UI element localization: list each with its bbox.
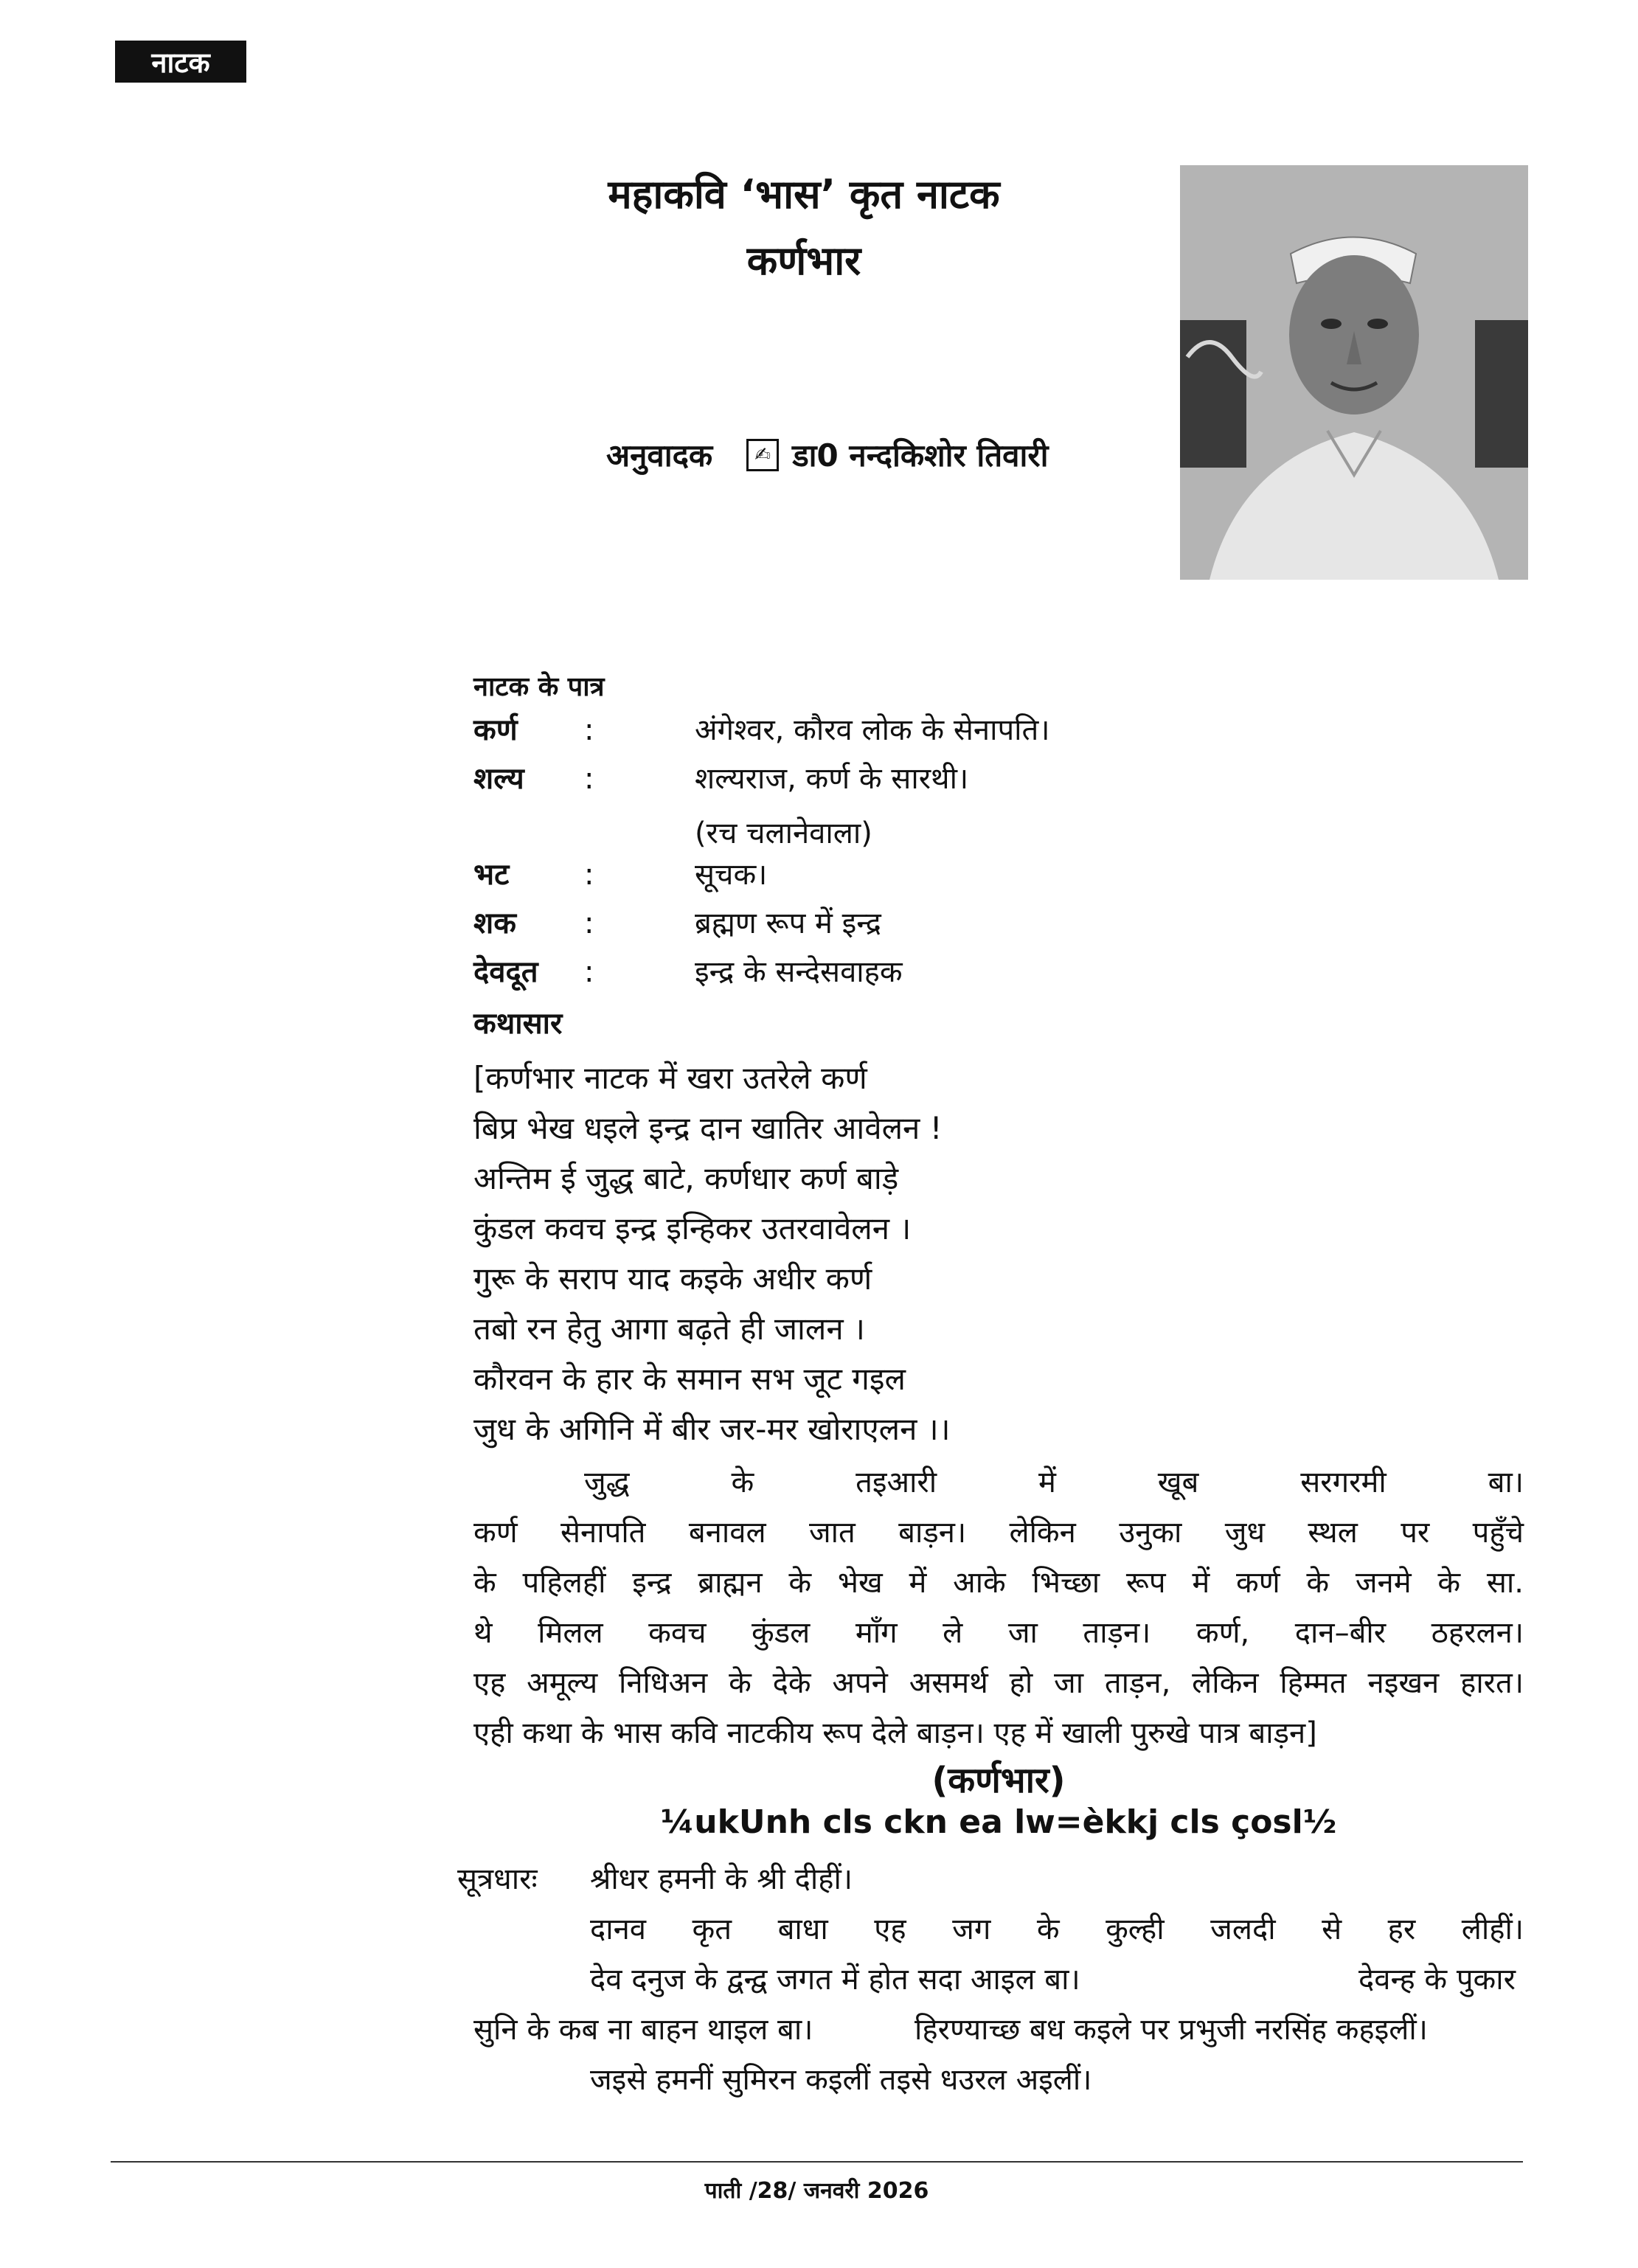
- section-tag: नाटक: [115, 41, 246, 83]
- cast-heading: नाटक के पात्र: [473, 672, 605, 702]
- script-line: जइसे हमनीं सुमिरन कइलीं तइसे धउरल अइलीं।: [590, 2063, 1092, 2097]
- poem-line: जुध के अगिनि में बीर जर-मर खोराएलन ।।: [473, 1411, 951, 1447]
- poem-line: कौरवन के हार के समान सभ जूट गइल: [473, 1361, 906, 1397]
- stage-direction: ¼ukUnh cls ckn ea lw=èkkj cls çosl½: [660, 1803, 1337, 1841]
- prose-line: कर्ण सेनापति बनावल जात बाड़न। लेकिन उनुका जुध स्थल पर पहुँचे: [473, 1516, 1524, 1550]
- script-line: श्रीधर हमनी के श्री दीहीं।: [590, 1862, 853, 1896]
- script-line: सुनि के कब ना बाहन थाइल बा।: [473, 2013, 813, 2047]
- prose-line: थे मिलल कवच कुंडल माँग ले जा ताड़न। कर्ण, दान–बीर ठहरलन।: [473, 1616, 1524, 1650]
- cast-desc: सूचक।: [695, 858, 768, 892]
- page-title: महाकवि ‘भास’ कृत नाटक: [608, 171, 1000, 218]
- prose-line: के पहिलहीं इन्द्र ब्राह्मन के भेख में आके भिच्छा रूप में कर्ण के जनमे के सा.: [473, 1566, 1524, 1600]
- poem-line: [कर्णभार नाटक में खरा उतरेले कर्ण: [473, 1060, 867, 1096]
- play-title: कर्णभार: [746, 237, 861, 284]
- sutradhar-label: सूत्रधारः: [457, 1862, 538, 1896]
- cast-name: कर्ण: [473, 713, 518, 747]
- pen-icon: ✍: [746, 439, 779, 471]
- script-line: दानव कृत बाधा एह जग के कुल्ही जलदी से हर लीहीं।: [590, 1912, 1524, 1946]
- prose-line: एह अमूल्य निधिअन के देके अपने असमर्थ हो जा ताड़न, लेकिन हिम्मत नइखन हारत।: [473, 1666, 1524, 1700]
- cast-colon: :: [584, 713, 594, 747]
- translator-credit: [606, 434, 1048, 476]
- cast-colon: :: [584, 762, 594, 796]
- cast-colon: :: [584, 906, 594, 940]
- prose-line: जुद्ध के तइआरी में खूब सरगरमी बा।: [584, 1466, 1524, 1499]
- play-heading: (कर्णभार): [931, 1760, 1066, 1801]
- poem-line: तबो रन हेतु आगा बढ़ते ही जालन ।: [473, 1311, 865, 1347]
- page-footer: पाती /28/ जनवरी 2026: [704, 2178, 929, 2204]
- cast-desc: शल्यराज, कर्ण के सारथी।: [695, 762, 969, 796]
- translator-label: अनुवादक: [606, 437, 713, 474]
- cast-note: (रच चलानेवाला): [695, 816, 872, 850]
- portrait-image: [1180, 165, 1528, 580]
- script-line: हिरण्याच्छ बध कइले पर प्रभुजी नरसिंह कहइलीं।: [915, 2013, 1428, 2047]
- cast-colon: :: [584, 955, 594, 989]
- poem-line: अन्तिम ई जुद्ध बाटे, कर्णधार कर्ण बाड़े: [473, 1160, 899, 1196]
- cast-desc: अंगेश्वर, कौरव लोक के सेनापति।: [695, 713, 1050, 747]
- cast-name: शक: [473, 906, 516, 940]
- cast-name: शल्य: [473, 762, 524, 796]
- poem-line: गुरू के सराप याद कइके अधीर कर्ण: [473, 1260, 872, 1297]
- cast-colon: :: [584, 858, 594, 892]
- translator-name: डा0 नन्दकिशोर तिवारी: [792, 437, 1049, 474]
- script-line: देव दनुज के द्वन्द्व जगत में होत सदा आइल बा।: [590, 1963, 1080, 1997]
- kathasar-heading: कथासार: [473, 1007, 563, 1041]
- author-portrait: [1180, 165, 1528, 580]
- poem-line: बिप्र भेख धइले इन्द्र दान खातिर आवेलन !: [473, 1110, 943, 1146]
- prose-line: एही कथा के भास कवि नाटकीय रूप देले बाड़न। एह में खाली पुरुखे पात्र बाड़न]: [473, 1716, 1317, 1750]
- poem-line: कुंडल कवच इन्द्र इन्हिकर उतरवावेलन ।: [473, 1210, 912, 1246]
- footer-divider: [111, 2161, 1523, 2163]
- cast-desc: ब्रह्मण रूप में इन्द्र: [695, 906, 881, 940]
- cast-desc: इन्द्र के सन्देसवाहक: [695, 955, 903, 989]
- cast-name: देवदूत: [473, 955, 538, 989]
- script-line: देवन्ह के पुकार: [1358, 1963, 1516, 1997]
- cast-name: भट: [473, 858, 510, 892]
